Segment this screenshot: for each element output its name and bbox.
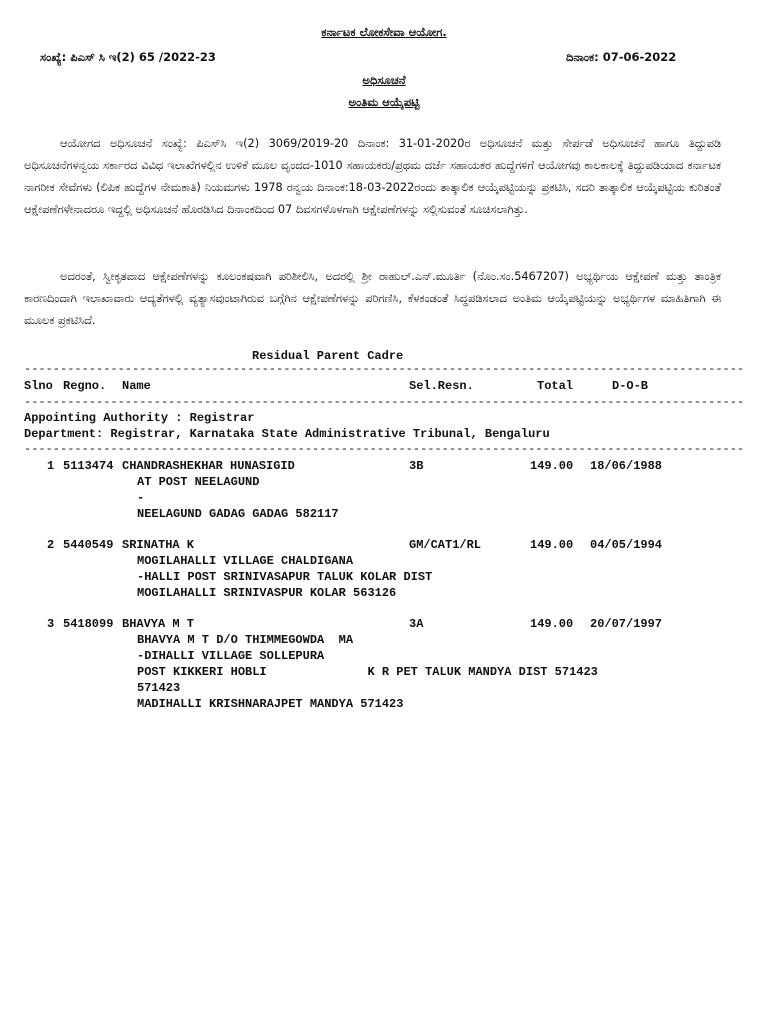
row-address-line: MADIHALLI KRISHNARAJPET MANDYA 571423 — [137, 697, 404, 711]
reference-number: ಸಂಖ್ಯೆ: ಪಿಎಸ್ ಸಿ ಇ(2) 65 /2022-23 — [40, 50, 216, 64]
row-name: CHANDRASHEKHAR HUNASIGID — [122, 459, 295, 473]
divider: ---------------------------------------------------------------------------------------------------- — [24, 395, 745, 409]
final-list-heading: ಅಂತಿಮ ಆಯ್ಕೆಪಟ್ಟಿ — [348, 95, 420, 109]
row-regno: 5440549 — [63, 538, 114, 552]
row-address-line: MOGILAHALLI VILLAGE CHALDIGANA — [137, 554, 354, 568]
row-regno: 5418099 — [63, 617, 114, 631]
col-total: Total — [537, 379, 574, 393]
row-selresn: 3B — [409, 459, 424, 473]
row-regno: 5113474 — [63, 459, 114, 473]
listing-title: Residual Parent Cadre — [252, 349, 404, 363]
row-address-line: AT POST NEELAGUND — [137, 475, 260, 489]
department: Department: Registrar, Karnataka State Administrative Tribunal, Bengaluru — [24, 427, 550, 441]
paragraph-2: ಅದರಂತೆ, ಸ್ವೀಕೃತವಾದ ಆಕ್ಷೇಪಣೆಗಳನ್ನು ಕೂಲಂಕಷವಾಗಿ ಪರಿಶೀಲಿಸಿ, ಅದರಲ್ಲಿ ಶ್ರೀ ರಾಹುಲ್.ಎನ್.ಮೂರ್ತಿ (ನೊಂ.ಸಂ.5467207) ಅಭ್ಯರ್ಥಿಯ ಆಕ್ಷೇಪಣೆ ಮತ್ತು ತಾಂತ್ರಿಕ ಕಾರಣದಿಂದಾಗಿ ಇಲಾಖಾವಾರು ಆದ್ಯತೆಗಳಲ್ಲಿ ವ್ಯತ್ಯಾಸವುಂಟಾಗಿರುವ ಬಗ್ಗೆಗಿನ ಆಕ್ಷೇಪಣೆಗಳನ್ನು ಪರಿಗಣಿಸಿ, ಕೆಳಕಂಡಂತೆ ಸಿದ್ಧಪಡಿಸಲಾದ ಅಂತಿಮ ಆಯ್ಕೆಪಟ್ಟಿಯನ್ನು ಅಭ್ಯರ್ಥಿಗಳ ಮಾಹಿತಿಗಾಗಿ ಈ ಮೂಲಕ ಪ್ರಕಟಿಸಿದೆ. — [24, 270, 721, 327]
row-address-line: - — [137, 491, 145, 505]
divider: ---------------------------------------------------------------------------------------------------- — [24, 362, 745, 376]
row-selresn: GM/CAT1/RL — [409, 538, 482, 552]
row-total: 149.00 — [530, 538, 574, 552]
divider: ---------------------------------------------------------------------------------------------------- — [24, 442, 745, 456]
notification-heading: ಅಧಿಸೂಚನೆ — [362, 73, 406, 87]
document-date: ದಿನಾಂಕ: 07-06-2022 — [566, 50, 677, 64]
row-dob: 20/07/1997 — [590, 617, 663, 631]
row-dob: 04/05/1994 — [590, 538, 663, 552]
col-selresn: Sel.Resn. — [409, 379, 474, 393]
col-slno: Slno — [24, 379, 53, 393]
paragraph-1: ಆಯೋಗದ ಅಧಿಸೂಚನೆ ಸಂಖ್ಯೆ: ಪಿಎಸ್‌ಸಿ ಇ(2) 3069/2019-20 ದಿನಾಂಕ: 31-01-2020ರ ಅಧಿಸೂಚನೆ ಮತ್ತು ಸೇರ್ಪಡೆ ಅಧಿಸೂಚನೆ ಹಾಗೂ ತಿದ್ದುಪಡಿ ಅಧಿಸೂಚನೆಗಳನ್ವಯ ಸರ್ಕಾರದ ವಿವಿಧ ಇಲಾಖೆಗಳಲ್ಲಿನ ಉಳಿಕೆ ಮೂಲ ವೃಂದದ-1010 ಸಹಾಯಕರು/ಪ್ರಥಮ ದರ್ಜೆ ಸಹಾಯಕರ ಹುದ್ದೆಗಳಿಗೆ ಆಯೋಗವು ಕಾಲಕಾಲಕ್ಕೆ ತಿದ್ದುಪಡಿಯಾದ ಕರ್ನಾಟಕ ನಾಗರೀಕ ಸೇವೆಗಳು (ಲಿಪಿಕ ಹುದ್ದೆಗಳ ನೇಮಕಾತಿ) ನಿಯಮಗಳು 1978 ರನ್ವಯ ದಿನಾಂಕ:18-03-2022ರಂದು ತಾತ್ಕಾಲಿಕ ಆಯ್ಕೆಪಟ್ಟಿಯನ್ನು ಪ್ರಕಟಿಸಿ, ಸದರಿ ತಾತ್ಕಾಲಿಕ ಆಯ್ಕೆಪಟ್ಟಿಯ ಕುರಿತಂತೆ ಆಕ್ಷೇಪಣೆಗಳೇನಾದರೂ ಇದ್ದಲ್ಲಿ ಅಧಿಸೂಚನೆ ಹೊರಡಿಸಿದ ದಿನಾಂಕದಿಂದ 07 ದಿವಸಗಳೊಳಗಾಗಿ ಆಕ್ಷೇಪಣೆಗಳನ್ನು ಸಲ್ಲಿಸುವಂತೆ ಸೂಚಿಸಲಾಗಿತ್ತು. — [24, 137, 721, 216]
row-slno: 3 — [47, 617, 55, 631]
row-slno: 2 — [47, 538, 55, 552]
row-selresn: 3A — [409, 617, 424, 631]
row-address-line: -HALLI POST SRINIVASAPUR TALUK KOLAR DIST — [137, 570, 433, 584]
row-address-line: 571423 — [137, 681, 181, 695]
row-name: SRINATHA K — [122, 538, 195, 552]
row-slno: 1 — [47, 459, 55, 473]
row-address-line: POST KIKKERI HOBLI K R PET TALUK MANDYA DIST 571423 — [137, 665, 598, 679]
row-address-line: NEELAGUND GADAG GADAG 582117 — [137, 507, 339, 521]
row-address-line: -DIHALLI VILLAGE SOLLEPURA — [137, 649, 325, 663]
row-total: 149.00 — [530, 459, 574, 473]
col-dob: D-O-B — [612, 379, 649, 393]
row-dob: 18/06/1988 — [590, 459, 663, 473]
row-address-line: BHAVYA M T D/O THIMMEGOWDA MA — [137, 633, 354, 647]
org-title: ಕರ್ನಾಟಕ ಲೋಕಸೇವಾ ಆಯೋಗ. — [321, 25, 447, 39]
row-total: 149.00 — [530, 617, 574, 631]
appointing-authority: Appointing Authority : Registrar — [24, 411, 255, 425]
row-address-line: MOGILAHALLI SRINIVASPUR KOLAR 563126 — [137, 586, 397, 600]
col-regno: Regno. — [63, 379, 107, 393]
col-name: Name — [122, 379, 151, 393]
row-name: BHAVYA M T — [122, 617, 195, 631]
